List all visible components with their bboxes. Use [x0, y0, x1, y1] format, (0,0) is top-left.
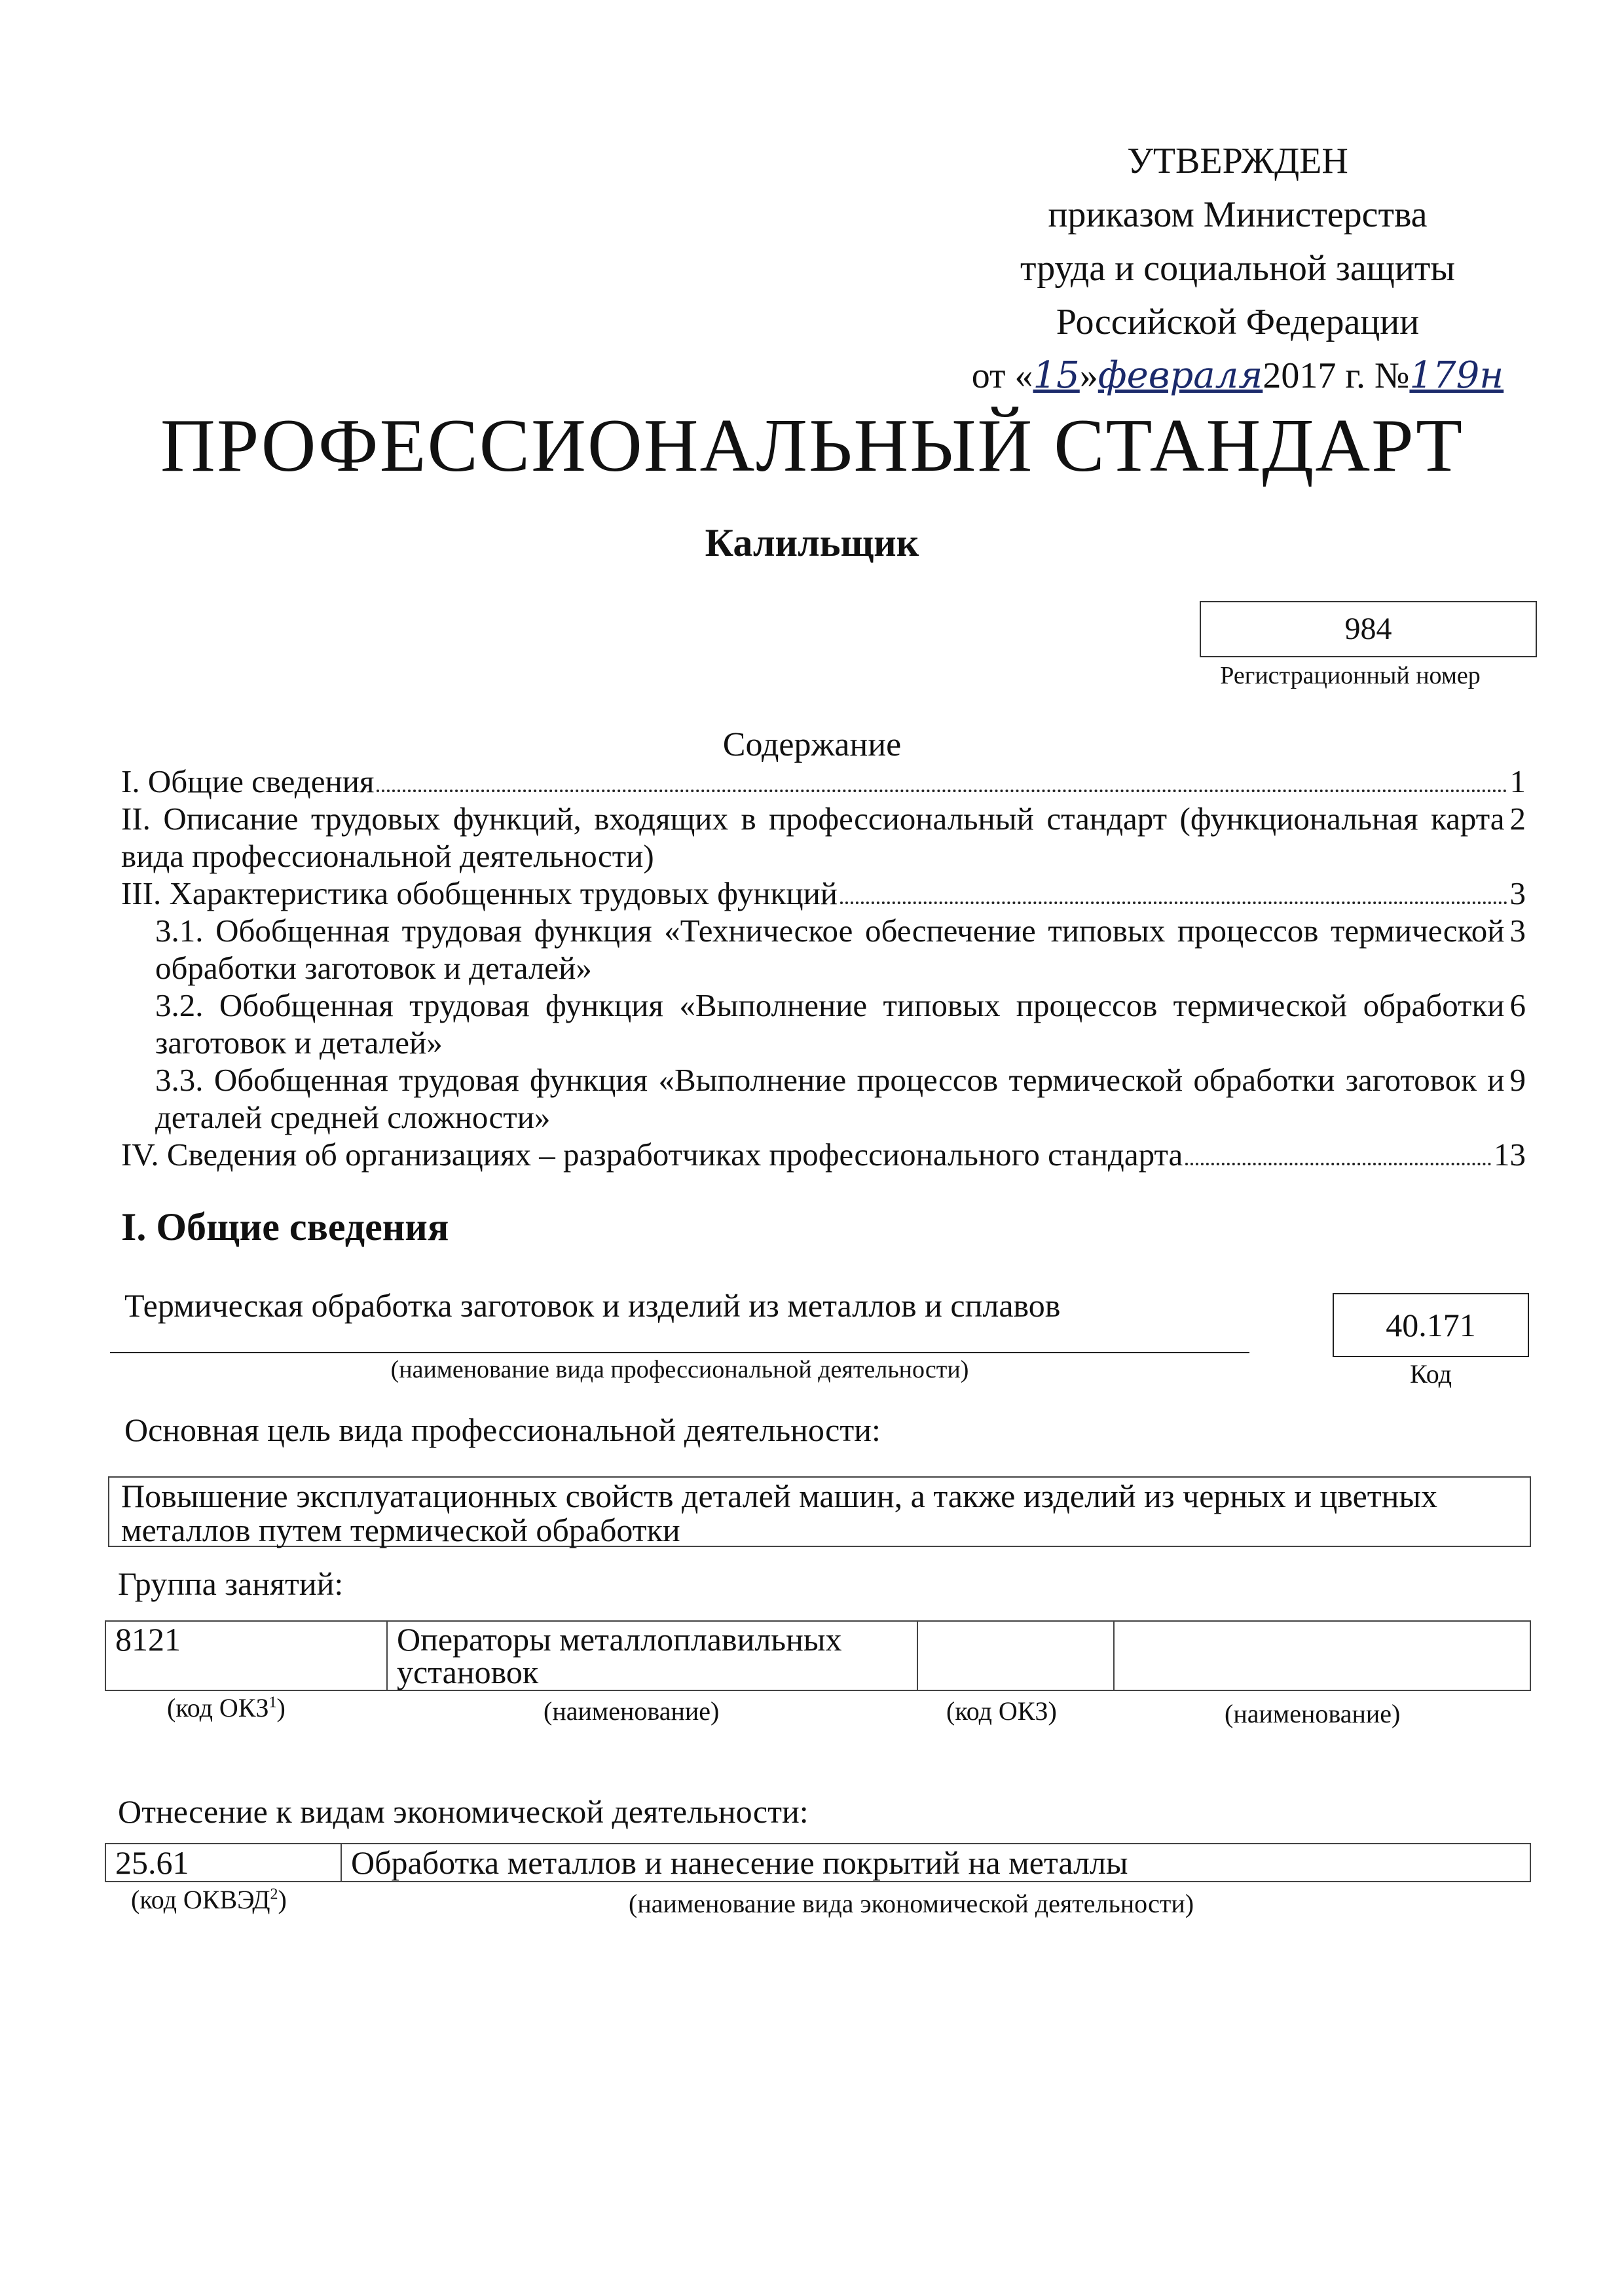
economic-activity-label: Отнесение к видам экономической деятельности: — [118, 1793, 809, 1830]
approval-line-4: Российской Федерации — [1056, 302, 1420, 342]
okved-code-caption: (код ОКВЭД$^2$) — [131, 1885, 287, 1914]
toc-page-number: 9 — [1509, 1062, 1526, 1098]
activity-code-box: 40.171 — [1333, 1293, 1529, 1357]
approval-block — [943, 134, 1532, 403]
toc-entry-text: 3.1. Обобщенная трудовая функция «Техническое обеспечение типовых процессов термической обработки заготовок и деталей» — [155, 913, 1505, 986]
date-year: 2017 г. № — [1263, 355, 1410, 396]
occupation-group-label: Группа занятий: — [118, 1565, 344, 1602]
okz-code-cell-2 — [917, 1621, 1114, 1690]
toc-entry[interactable] — [121, 800, 1526, 875]
okz-name-cell: Операторы металлоплавильных установок — [387, 1621, 917, 1690]
table-of-contents — [121, 763, 1526, 1173]
date-month: февраля — [1098, 354, 1263, 397]
activity-code-caption: Код — [1410, 1359, 1452, 1389]
document-title: ПРОФЕССИОНАЛЬНЫЙ СТАНДАРТ — [160, 404, 1464, 488]
toc-page-number: 6 — [1509, 987, 1526, 1023]
section-title: I. Общие сведения — [121, 1205, 449, 1248]
okz-code-caption-2: (код ОКЗ) — [946, 1696, 1057, 1726]
toc-entry-text: IV. Сведения об организациях – разработчиках профессионального стандарта — [121, 1137, 1183, 1173]
okved-code-cell: 25.61 — [105, 1844, 341, 1882]
document-subtitle: Калильщик — [705, 521, 919, 564]
economic-activity-table — [105, 1843, 1531, 1882]
toc-entry-text: III. Характеристика обобщенных трудовых функций — [121, 875, 838, 911]
toc-entry[interactable] — [121, 1061, 1526, 1136]
toc-entry[interactable] — [121, 763, 1526, 800]
toc-entry-text: II. Описание трудовых функций, входящих в профессиональный стандарт (функциональная карта вида профессиональной деятельности) — [121, 801, 1505, 874]
toc-page-number: 1 — [1509, 763, 1526, 799]
toc-heading: Содержание — [722, 726, 902, 763]
date-prefix: от « — [971, 355, 1033, 396]
activity-kind-value: Термическая обработка заготовок и изделий из металлов и сплавов — [124, 1287, 1061, 1324]
approval-line-3: труда и социальной защиты — [1020, 248, 1455, 289]
toc-page-number: 13 — [1494, 1137, 1526, 1173]
activity-kind-caption: (наименование вида профессиональной деятельности) — [390, 1356, 969, 1383]
toc-entry-text: 3.2. Обобщенная трудовая функция «Выполнение типовых процессов термической обработки заготовок и деталей» — [155, 987, 1505, 1061]
toc-entry[interactable] — [121, 912, 1526, 987]
occupation-group-table — [105, 1620, 1531, 1691]
date-day: 15 — [1033, 354, 1080, 397]
okved-name-cell: Обработка металлов и нанесение покрытий на металлы — [341, 1844, 1530, 1882]
goal-label: Основная цель вида профессиональной деятельности: — [124, 1412, 881, 1448]
goal-box: Повышение эксплуатационных свойств деталей машин, а также изделий из черных и цветных металлов путем термической обработки — [108, 1476, 1531, 1547]
toc-page-number: 3 — [1509, 875, 1526, 911]
registration-number-caption: Регистрационный номер — [1220, 662, 1481, 689]
registration-number-box: 984 — [1200, 601, 1537, 657]
okz-name-caption-2: (наименование) — [1225, 1699, 1401, 1728]
okz-name-caption: (наименование) — [544, 1696, 720, 1726]
toc-entry[interactable] — [121, 875, 1526, 912]
okz-code-caption: (код ОКЗ$^1$) — [167, 1693, 286, 1722]
order-number: 179н — [1409, 354, 1504, 397]
okved-name-caption: (наименование вида экономической деятельности) — [629, 1889, 1194, 1918]
toc-page-number: 2 — [1509, 801, 1526, 837]
date-mid: » — [1079, 355, 1098, 396]
toc-entry[interactable] — [121, 1136, 1526, 1173]
okz-code-cell: 8121 — [105, 1621, 387, 1690]
approval-line-2: приказом Министерства — [1048, 194, 1428, 235]
okz-name-cell-2 — [1114, 1621, 1530, 1690]
approval-line-1: УТВЕРЖДЕН — [1127, 141, 1348, 181]
toc-entry-text: I. Общие сведения — [121, 763, 375, 799]
toc-page-number: 3 — [1509, 913, 1526, 949]
activity-kind-underline — [110, 1352, 1249, 1353]
toc-entry-text: 3.3. Обобщенная трудовая функция «Выполнение процессов термической обработки заготовок и деталей средней сложности» — [155, 1062, 1505, 1135]
toc-entry[interactable] — [121, 987, 1526, 1061]
approval-date-line — [943, 349, 1532, 403]
